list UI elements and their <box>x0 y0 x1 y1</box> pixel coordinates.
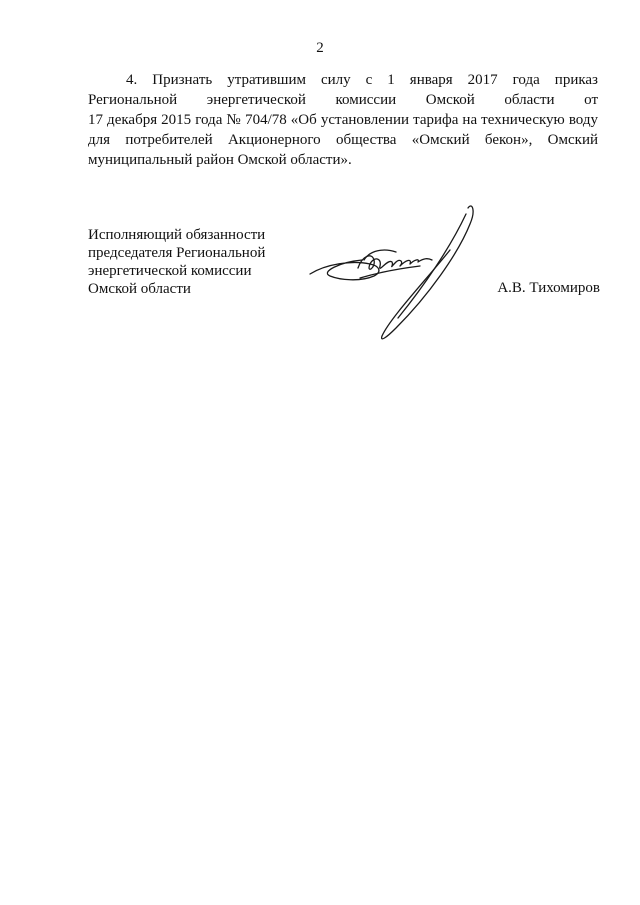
signer-name: А.В. Тихомиров <box>497 280 600 296</box>
page-number: 2 <box>316 40 324 56</box>
paragraph-line: Региональной энергетической комиссии Омской области от <box>88 92 598 108</box>
signatory-title-line: энергетической комиссии <box>88 263 252 279</box>
order-paragraph <box>88 70 598 170</box>
paragraph-line: 4. Признать утратившим силу с 1 января 2017 года приказ <box>126 72 598 88</box>
handwritten-signature <box>300 200 490 350</box>
signatory-title-line: председателя Региональной <box>88 245 266 261</box>
signatory-title <box>88 226 318 298</box>
signatory-title-line: Омской области <box>88 281 191 297</box>
paragraph-line: для потребителей Акционерного общества «Омский бекон», Омский <box>88 132 598 148</box>
signatory-title-line: Исполняющий обязанности <box>88 227 266 243</box>
paragraph-line: муниципальный район Омской области». <box>88 152 352 168</box>
paragraph-line: 17 декабря 2015 года № 704/78 «Об установлении тарифа на техническую воду <box>88 112 598 128</box>
